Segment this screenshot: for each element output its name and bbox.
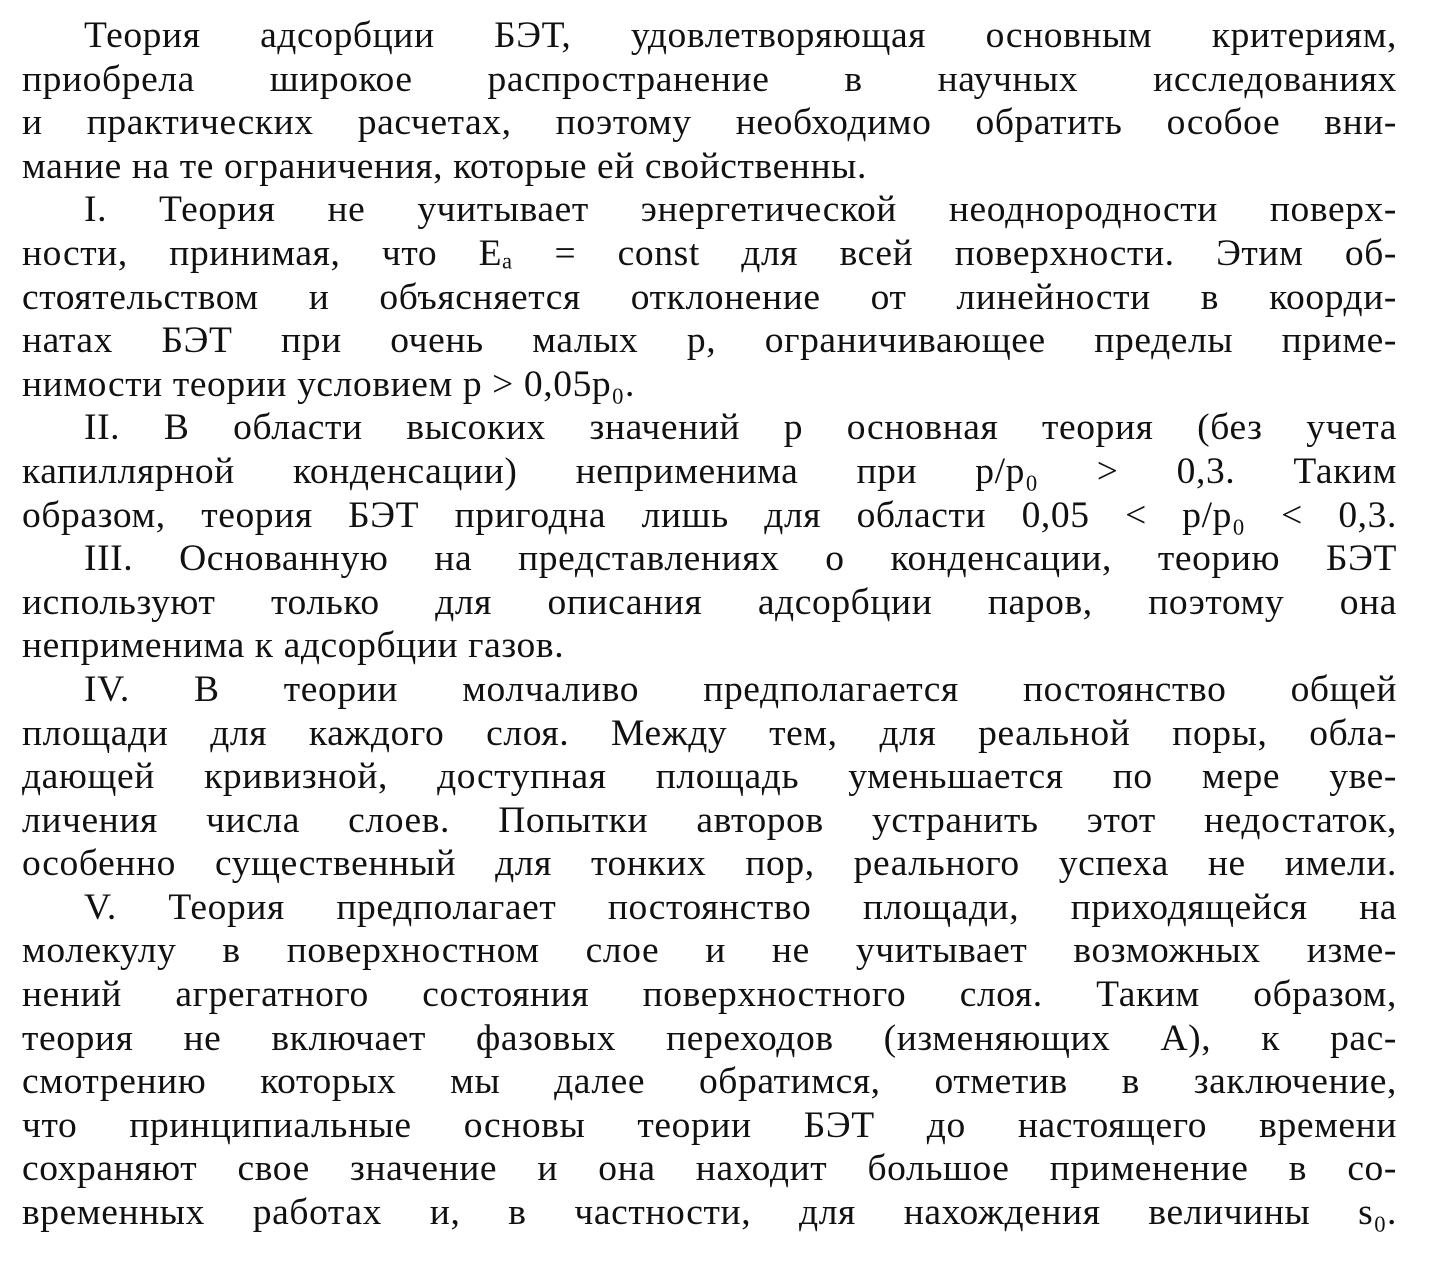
text-line: молекулу в поверхностном слое и не учитывает возможных изме- <box>22 930 1397 972</box>
text-line: используют только для описания адсорбции паров, поэтому она <box>22 581 1397 623</box>
text-line: нимости теории условием p > 0,05p₀. <box>22 363 635 405</box>
paragraph-limitation-3 <box>22 537 1397 668</box>
text-line: дающей кривизной, доступная площадь уменьшается по мере уве- <box>22 756 1397 798</box>
paragraph-intro <box>22 14 1397 188</box>
text-line: IV. В теории молчаливо предполагается постоянство общей <box>84 668 1397 710</box>
text-line: и практических расчетах, поэтому необходимо обратить особое вни- <box>22 102 1397 144</box>
paragraph-limitation-1 <box>22 188 1397 406</box>
text-line: ности, принимая, что Eₐ = const для всей поверхности. Этим об- <box>22 232 1397 274</box>
text-line: Теория адсорбции БЭТ, удовлетворяющая основным критериям, <box>84 15 1397 56</box>
text-line: II. В области высоких значений p основная теория (без учета <box>84 407 1397 449</box>
text-line: особенно существенный для тонких пор, реального успеха не имели. <box>22 843 1397 885</box>
text-line: натах БЭТ при очень малых p, ограничивающее пределы приме- <box>22 320 1397 362</box>
text-line: мание на те ограничения, которые ей свойственны. <box>22 145 867 187</box>
text-line: сохраняют свое значение и она находит большое применение в со- <box>22 1148 1397 1190</box>
text-line: V. Теория предполагает постоянство площади, приходящейся на <box>84 886 1397 928</box>
text-line: нений агрегатного состояния поверхностного слоя. Таким образом, <box>22 974 1397 1016</box>
text-line: стоятельством и объясняется отклонение от линейности в коорди- <box>22 276 1397 318</box>
text-line: приобрела широкое распространение в научных исследованиях <box>22 58 1397 100</box>
text-line: площади для каждого слоя. Между тем, для реальной поры, обла- <box>22 712 1397 754</box>
text-line: образом, теория БЭТ пригодна лишь для области 0,05 < p/p₀ < 0,3. <box>22 494 1397 536</box>
text-line: смотрению которых мы далее обратимся, отметив в заключение, <box>22 1061 1397 1103</box>
text-line: что принципиальные основы теории БЭТ до настоящего времени <box>22 1104 1397 1146</box>
document-page <box>22 14 1397 1235</box>
text-line: неприменима к адсорбции газов. <box>22 625 565 667</box>
paragraph-limitation-2 <box>22 406 1397 537</box>
text-line: личения числа слоев. Попытки авторов устранить этот недостаток, <box>22 799 1397 841</box>
text-line: капиллярной конденсации) неприменима при p/p₀ > 0,3. Таким <box>22 450 1397 492</box>
text-line: теория не включает фазовых переходов (изменяющих A), к рас- <box>22 1017 1397 1059</box>
text-line: временных работах и, в частности, для нахождения величины s₀. <box>22 1192 1397 1234</box>
paragraph-limitation-5 <box>22 886 1397 1235</box>
paragraph-limitation-4 <box>22 668 1397 886</box>
text-line: I. Теория не учитывает энергетической неоднородности поверх- <box>84 189 1397 231</box>
text-line: III. Основанную на представлениях о конденсации, теорию БЭТ <box>84 538 1397 580</box>
